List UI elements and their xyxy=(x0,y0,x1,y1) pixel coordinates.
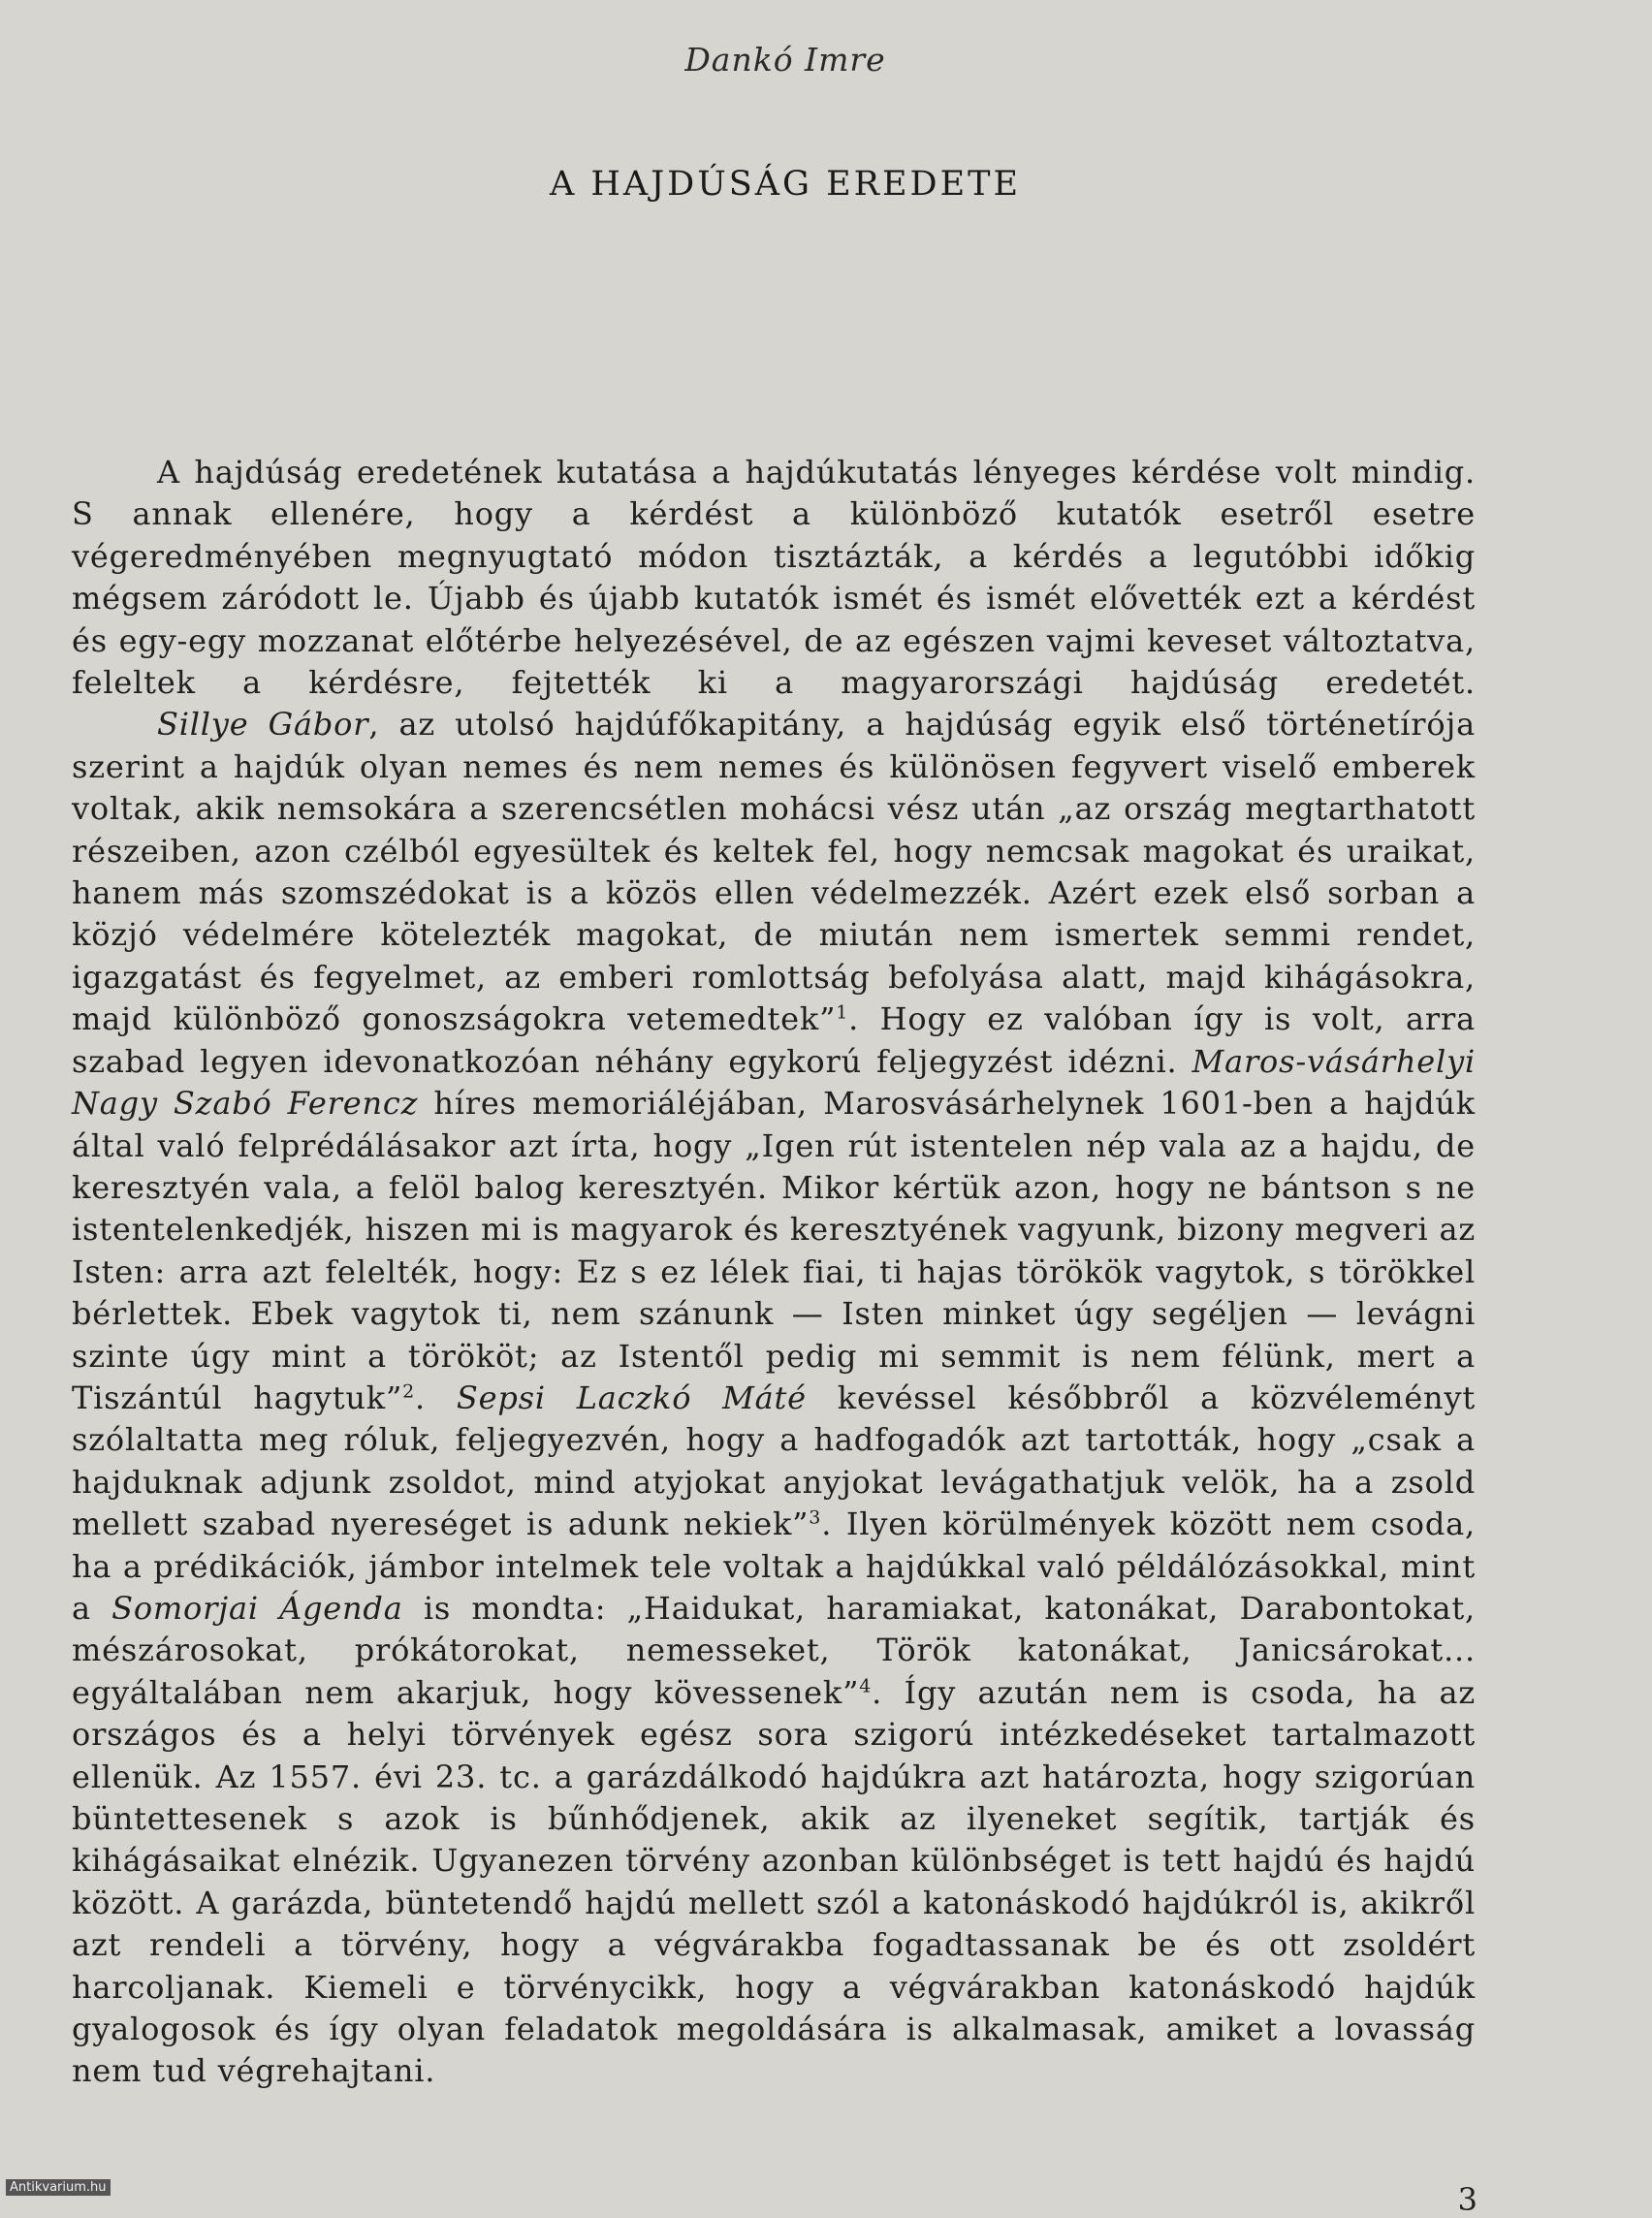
text-run: . Ilyen körülmények között nem csoda, ha a prédikációk, jámbor intelmek tele voltak a hajdúkkal való példálózásokkal, mint a xyxy=(72,1505,1476,1627)
text-run: . Így azután nem is csoda, ha az országos és a helyi törvények egész sora szigorú intézkedéseket tartalmazott ellenük. Az 1557. évi 23. tc. a garázdálkodó hajdúkra azt határozta, hogy szigorúan büntettesenek s azok is bűnhődjenek, akik az ilyeneket segítik, tartják és kihágásaikat elnézik. Ugyanezen törvény azonban különbséget is tett hajdú és hajdú között. A garázda, büntetendő hajdú mellett szól a katonáskodó hajdúkról is, akikről azt rendeli a törvény, hogy a végvárakba fogadtassanak be és ott zsoldért harcoljanak. Kiemeli e törvénycikk, hogy a végvárakban katonáskodó hajdúk gyalogosok és így olyan feladatok megoldására is alkalmasak, amiket a lovasság nem tud végrehajtani. xyxy=(72,1673,1476,2090)
italic-name: Somorjai Ágenda xyxy=(111,1589,403,1627)
italic-name: Maros-vásárhelyi Nagy Szabó Ferencz xyxy=(72,1042,1476,1123)
text-run: kevéssel későbbről a közvéleményt szólaltatta meg róluk, feljegyezvén, hogy a hadfogadók azt tartották, hogy „csak a hajduknak adjunk zsoldot, mind atyjokat anyjokat levágathatjuk velök, ha a zsold mellett szabad nyereséget is adunk nekiek” xyxy=(72,1378,1477,1543)
italic-name: Sillye Gábor xyxy=(157,706,369,744)
text-run: . xyxy=(415,1378,457,1416)
italic-name: Sepsi Laczkó Máté xyxy=(456,1378,807,1416)
watermark: Antikvarium.hu xyxy=(6,2179,111,2196)
page-number: 3 xyxy=(1457,2181,1477,2218)
text-run: híres memoriáléjában, Marosvásárhelynek 1601-ben a hajdúk által való felprédálásakor azt írta, hogy „Igen rút istentelen nép vala az a hajdu, de keresztyén vala, a felöl balog keresztyén. Mikor kértük azon, hogy ne bántson s ne istentelenkedjék, hiszen mi is magyarok és keresztyének vagyunk, bizony megveri az Isten: arra azt felelték, hogy: Ez s ez lélek fiai, ti hajas törökök vagytok, s törökkel bérlettek. Ebek vagytok ti, nem szánunk — Isten minket úgy segéljen — levágni szinte úgy mint a törököt; az Istentől pedig mi semmit is nem félünk, mert a Tiszántúl hagytuk” xyxy=(72,1085,1476,1416)
footnote-ref: 4 xyxy=(859,1675,873,1697)
footnote-ref: 1 xyxy=(836,1001,849,1024)
paragraph-2 xyxy=(72,704,1476,2092)
text-run: , az utolsó hajdúfőkapitány, a hajdúság egyik első történetírója szerint a hajdúk olyan nemes és nem nemes és különösen fegyvert viselő emberek voltak, akik nemsokára a szerencsétlen mohácsi vész után „az ország megtarthatott részeiben, azon czélból egyesültek és keltek fel, hogy nemcsak magokat és uraikat, hanem más szomszédokat is a közös ellen védelmezzék. Azért ezek első sorban a közjó védelmére kötelezték magokat, de miután nem ismertek semmi rendet, igazgatást és fegyelmet, az emberi romlottság befolyása alatt, majd kihágásokra, majd különböző gonoszságokra vetemedtek” xyxy=(72,706,1476,1038)
paragraph-1: A hajdúság eredetének kutatása a hajdúkutatás lényeges kérdése volt mindig. S annak ellenére, hogy a kérdést a különböző kutatók esetről esetre végeredményében megnyugtató módon tisztázták, a kérdés a legutóbbi időkig mégsem záródott le. Újabb és újabb kutatók ismét és ismét elővették ezt a kérdést és egy-egy mozzanat előtérbe helyezésével, de az egészen vajmi keveset változtatva, feleltek a kérdésre, fejtették ki a magyarországi hajdúság eredetét. xyxy=(72,454,1476,702)
footnote-ref: 3 xyxy=(809,1506,822,1529)
body-text xyxy=(72,452,1476,2093)
text-run: is mondta: „Haidukat, haramiakat, katonákat, Darabontokat, mészárosokat, prókátorokat, nemesseket, Török katonákat, Janicsárokat... egyáltalában nem akarjuk, hogy kövessenek” xyxy=(72,1589,1477,1711)
footnote-ref: 2 xyxy=(402,1380,416,1403)
chapter-title: A HAJDÚSÁG EREDETE xyxy=(549,165,1022,204)
author-name: Dankó Imre xyxy=(684,41,886,79)
text-run: . Hogy ez valóban így is volt, arra szabad legyen idevonatkozóan néhány egykorú feljegyzést idézni. xyxy=(72,1000,1477,1080)
